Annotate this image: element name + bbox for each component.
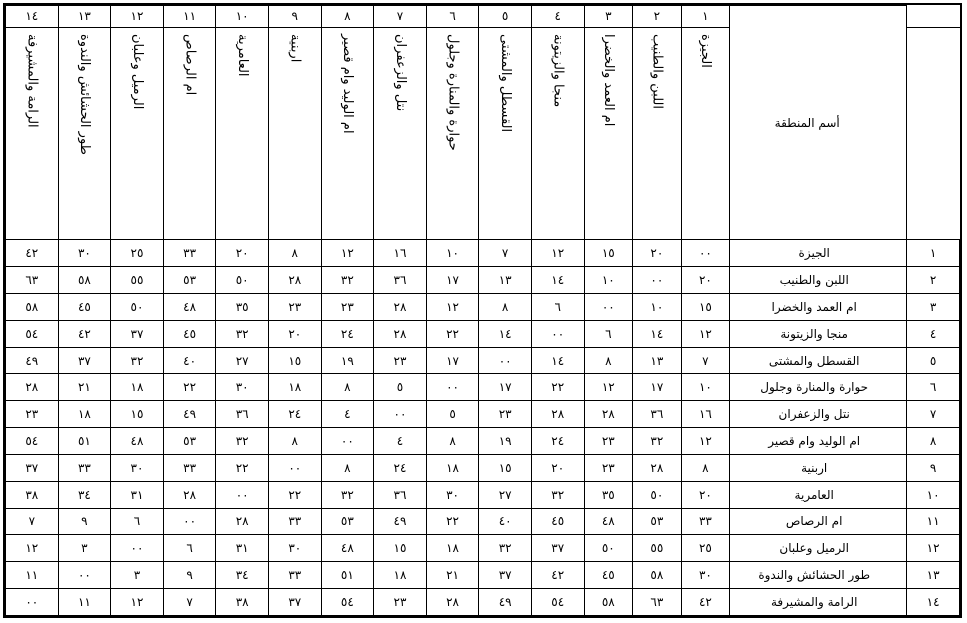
column-header-label: العامرية	[234, 33, 250, 77]
distance-cell: ٢٨	[633, 454, 682, 481]
distance-cell: ٥٤	[6, 320, 59, 347]
distance-cell: ٢٣	[268, 293, 321, 320]
distance-cell: ٢٧	[479, 481, 532, 508]
row-region-name: اللبن والطنيب	[730, 267, 907, 294]
distance-cell: ٢٠	[681, 267, 730, 294]
row-region-name: الرامة والمشيرفة	[730, 589, 907, 616]
distance-cell: ٣٣	[681, 508, 730, 535]
distance-cell: ٠٠	[374, 401, 427, 428]
column-header-label: ام الوليد وام قصير	[340, 33, 356, 134]
distance-cell: ٠٠	[216, 481, 269, 508]
distance-cell: ٣٤	[58, 481, 111, 508]
distance-cell: ٨	[268, 240, 321, 267]
column-header	[321, 27, 374, 240]
column-header-label: حوارة والمنارة وجلول	[445, 33, 461, 151]
table-frame	[3, 3, 962, 618]
distance-cell: ٤٨	[321, 535, 374, 562]
column-header-label: اللبن والطنيب	[649, 33, 665, 109]
distance-cell: ٥٨	[58, 267, 111, 294]
distance-cell: ٢٠	[268, 320, 321, 347]
distance-cell: ٦	[584, 320, 633, 347]
distance-cell: ٣٧	[479, 562, 532, 589]
column-number: ١٤	[6, 6, 59, 28]
column-number: ١٠	[216, 6, 269, 28]
distance-cell: ٣٠	[426, 481, 479, 508]
distance-cell: ٣٣	[163, 240, 216, 267]
distance-cell: ٠٠	[111, 535, 164, 562]
distance-cell: ١٢	[111, 589, 164, 616]
column-number: ١	[681, 6, 730, 28]
column-header	[479, 27, 532, 240]
column-number: ٢	[633, 6, 682, 28]
distance-cell: ٥٠	[633, 481, 682, 508]
distance-cell: ١٧	[426, 347, 479, 374]
distance-cell: ٢٣	[584, 428, 633, 455]
distance-cell: ٦	[111, 508, 164, 535]
row-number: ٨	[907, 428, 960, 455]
distance-cell: ٠٠	[58, 562, 111, 589]
distance-cell: ٥٤	[531, 589, 584, 616]
distance-cell: ٢٠	[681, 481, 730, 508]
distance-cell: ٠٠	[6, 589, 59, 616]
distance-cell: ٢١	[58, 374, 111, 401]
distance-cell: ٣٧	[268, 589, 321, 616]
distance-cell: ٤	[374, 428, 427, 455]
distance-cell: ٣٥	[216, 293, 269, 320]
distance-cell: ٢٨	[374, 293, 427, 320]
distance-cell: ٢٤	[374, 454, 427, 481]
distance-cell: ٣٦	[374, 267, 427, 294]
distance-cell: ١٥	[374, 535, 427, 562]
distance-cell: ٣٢	[216, 320, 269, 347]
distance-cell: ٨	[479, 293, 532, 320]
column-number: ٩	[268, 6, 321, 28]
distance-cell: ١٨	[58, 401, 111, 428]
distance-cell: ٣٨	[6, 481, 59, 508]
distance-cell: ١٥	[584, 240, 633, 267]
row-region-name: ام الوليد وام قصير	[730, 428, 907, 455]
distance-cell: ٢٨	[426, 589, 479, 616]
distance-cell: ٣٧	[531, 535, 584, 562]
column-number: ٤	[531, 6, 584, 28]
distance-cell: ٣٤	[216, 562, 269, 589]
column-header-label: ام العمد والخضرا	[601, 33, 617, 127]
distance-cell: ٣٣	[163, 454, 216, 481]
column-number: ٨	[321, 6, 374, 28]
column-header-label: اربنية	[287, 33, 303, 62]
distance-cell: ١٣	[479, 267, 532, 294]
column-header-label: الرميل وعلبان	[129, 33, 145, 110]
row-number: ٧	[907, 401, 960, 428]
table-row	[6, 535, 960, 562]
distance-cell: ٣٥	[584, 481, 633, 508]
distance-cell: ٢٨	[584, 401, 633, 428]
column-header-label: ام الرصاص	[182, 33, 198, 95]
distance-cell: ٥٣	[321, 508, 374, 535]
column-header	[374, 27, 427, 240]
row-region-name: ام العمد والخضرا	[730, 293, 907, 320]
distance-cell: ٢٠	[531, 454, 584, 481]
distance-cell: ٤٢	[6, 240, 59, 267]
distance-cell: ٨	[426, 428, 479, 455]
distance-cell: ٣	[58, 535, 111, 562]
table-row	[6, 320, 960, 347]
distance-cell: ٣٦	[374, 481, 427, 508]
distance-cell: ٣٧	[58, 347, 111, 374]
distance-cell: ٠٠	[584, 293, 633, 320]
row-number: ٤	[907, 320, 960, 347]
distance-cell: ٣	[111, 562, 164, 589]
distance-cell: ٣٢	[531, 481, 584, 508]
distance-cell: ٥٤	[321, 589, 374, 616]
column-number: ١١	[163, 6, 216, 28]
distance-cell: ٦٣	[633, 589, 682, 616]
distance-cell: ١٢	[6, 535, 59, 562]
distance-cell: ٣٧	[111, 320, 164, 347]
row-number: ٥	[907, 347, 960, 374]
table-row	[6, 454, 960, 481]
distance-matrix-table	[5, 5, 960, 616]
distance-cell: ٣٦	[633, 401, 682, 428]
distance-cell: ٥٣	[163, 428, 216, 455]
column-number: ١٣	[58, 6, 111, 28]
row-region-name: نتل والزعفران	[730, 401, 907, 428]
distance-cell: ٥١	[321, 562, 374, 589]
distance-cell: ١٤	[531, 267, 584, 294]
table-row	[6, 240, 960, 267]
distance-cell: ١٤	[479, 320, 532, 347]
distance-cell: ٤٠	[479, 508, 532, 535]
distance-cell: ٠٠	[268, 454, 321, 481]
distance-cell: ٤٩	[6, 347, 59, 374]
column-header-label: منجا والزيتونة	[550, 33, 566, 107]
row-number: ١	[907, 240, 960, 267]
row-region-name: الجيزة	[730, 240, 907, 267]
distance-cell: ١٥	[681, 293, 730, 320]
column-header	[216, 27, 269, 240]
distance-cell: ٢٤	[268, 401, 321, 428]
row-number: ١٤	[907, 589, 960, 616]
distance-cell: ٢٣	[479, 401, 532, 428]
distance-cell: ٤٥	[584, 562, 633, 589]
table-row	[6, 481, 960, 508]
column-number: ٥	[479, 6, 532, 28]
distance-cell: ٧	[479, 240, 532, 267]
distance-cell: ٦	[163, 535, 216, 562]
row-region-name: منجا والزيتونة	[730, 320, 907, 347]
column-header	[681, 27, 730, 240]
distance-cell: ٤٩	[479, 589, 532, 616]
row-number: ١١	[907, 508, 960, 535]
distance-cell: ٥٨	[584, 589, 633, 616]
row-number: ٩	[907, 454, 960, 481]
distance-cell: ٥٨	[6, 293, 59, 320]
distance-cell: ١٨	[374, 562, 427, 589]
table-row	[6, 562, 960, 589]
column-number: ٣	[584, 6, 633, 28]
distance-cell: ٢٤	[531, 428, 584, 455]
distance-cell: ٨	[584, 347, 633, 374]
distance-cell: ٢٨	[216, 508, 269, 535]
distance-cell: ٦	[531, 293, 584, 320]
row-region-name: القسطل والمشتى	[730, 347, 907, 374]
region-name-header: أسم المنطقة	[730, 6, 907, 240]
distance-cell: ٣٢	[479, 535, 532, 562]
distance-cell: ١٢	[321, 240, 374, 267]
distance-cell: ٣٢	[111, 347, 164, 374]
column-header-label: القسطل والمشتى	[497, 33, 513, 132]
distance-cell: ٠٠	[426, 374, 479, 401]
column-header-label: الجيزة	[698, 33, 714, 68]
distance-cell: ٩	[163, 562, 216, 589]
distance-cell: ٨	[268, 428, 321, 455]
distance-cell: ٤٩	[374, 508, 427, 535]
distance-cell: ٢٧	[216, 347, 269, 374]
column-header	[531, 27, 584, 240]
distance-cell: ٣٠	[268, 535, 321, 562]
distance-cell: ٤٥	[163, 320, 216, 347]
distance-cell: ١٥	[268, 347, 321, 374]
row-region-name: العامرية	[730, 481, 907, 508]
column-header	[58, 27, 111, 240]
distance-cell: ١١	[58, 589, 111, 616]
distance-cell: ٢٢	[426, 320, 479, 347]
distance-cell: ١٠	[633, 293, 682, 320]
distance-cell: ٥٣	[163, 267, 216, 294]
distance-cell: ٥٨	[633, 562, 682, 589]
column-header-label: الرامة والمشيرفة	[24, 33, 40, 128]
column-header	[584, 27, 633, 240]
column-number: ٦	[426, 6, 479, 28]
distance-cell: ٠٠	[163, 508, 216, 535]
distance-cell: ١٢	[531, 240, 584, 267]
distance-cell: ٥٣	[633, 508, 682, 535]
distance-cell: ٢٢	[216, 454, 269, 481]
distance-cell: ٢٢	[163, 374, 216, 401]
distance-cell: ٣٢	[321, 267, 374, 294]
distance-cell: ٢٨	[374, 320, 427, 347]
distance-cell: ٢٨	[268, 267, 321, 294]
distance-cell: ٣٣	[58, 454, 111, 481]
distance-cell: ١٢	[681, 428, 730, 455]
distance-cell: ٤٢	[681, 589, 730, 616]
distance-cell: ٣٢	[321, 481, 374, 508]
distance-cell: ٣٠	[58, 240, 111, 267]
column-header-label: نتل والزعفران	[392, 33, 408, 111]
distance-cell: ٢٤	[321, 320, 374, 347]
distance-cell: ١٧	[426, 267, 479, 294]
row-region-name: طور الحشائش والندوة	[730, 562, 907, 589]
row-number: ٦	[907, 374, 960, 401]
column-number: ٧	[374, 6, 427, 28]
distance-cell: ١٨	[268, 374, 321, 401]
distance-cell: ١٩	[479, 428, 532, 455]
distance-cell: ٥٤	[6, 428, 59, 455]
column-header	[426, 27, 479, 240]
distance-cell: ٣١	[216, 535, 269, 562]
distance-cell: ٣٠	[216, 374, 269, 401]
table-row	[6, 267, 960, 294]
table-row	[6, 293, 960, 320]
distance-cell: ٢٨	[163, 481, 216, 508]
distance-cell: ٧	[681, 347, 730, 374]
column-header	[163, 27, 216, 240]
distance-cell: ١٢	[584, 374, 633, 401]
row-region-name: الرميل وعلبان	[730, 535, 907, 562]
distance-cell: ٤٥	[531, 508, 584, 535]
distance-cell: ١٦	[681, 401, 730, 428]
distance-cell: ٨	[321, 374, 374, 401]
distance-cell: ٢٥	[111, 240, 164, 267]
distance-cell: ٥	[426, 401, 479, 428]
distance-cell: ٤٨	[163, 293, 216, 320]
distance-cell: ٨	[321, 454, 374, 481]
corner-cell	[907, 6, 960, 28]
distance-cell: ٢٥	[681, 535, 730, 562]
distance-cell: ٢٨	[531, 401, 584, 428]
distance-cell: ١٢	[426, 293, 479, 320]
distance-cell: ١٩	[321, 347, 374, 374]
corner-cell	[907, 27, 960, 240]
distance-cell: ٠٠	[321, 428, 374, 455]
column-header-label: طور الحشائش والندوة	[77, 33, 93, 155]
distance-cell: ٢٠	[633, 240, 682, 267]
distance-cell: ٢٣	[6, 401, 59, 428]
distance-cell: ٣٠	[111, 454, 164, 481]
distance-cell: ٠٠	[531, 320, 584, 347]
distance-cell: ٤٠	[163, 347, 216, 374]
distance-cell: ٤٨	[584, 508, 633, 535]
column-header	[111, 27, 164, 240]
distance-cell: ٥٠	[111, 293, 164, 320]
distance-cell: ١٢	[681, 320, 730, 347]
distance-cell: ٣١	[111, 481, 164, 508]
distance-cell: ٣٢	[216, 428, 269, 455]
row-number: ٢	[907, 267, 960, 294]
distance-cell: ١٦	[374, 240, 427, 267]
distance-cell: ٤٢	[58, 320, 111, 347]
distance-cell: ١٣	[633, 347, 682, 374]
distance-cell: ٢١	[426, 562, 479, 589]
distance-cell: ٤٢	[531, 562, 584, 589]
row-region-name: ام الرصاص	[730, 508, 907, 535]
table-row	[6, 374, 960, 401]
distance-cell: ٥	[374, 374, 427, 401]
distance-cell: ١٥	[111, 401, 164, 428]
row-number: ١٠	[907, 481, 960, 508]
distance-cell: ٢٢	[426, 508, 479, 535]
distance-cell: ١٠	[681, 374, 730, 401]
distance-cell: ٥٥	[633, 535, 682, 562]
distance-cell: ٤٩	[163, 401, 216, 428]
distance-cell: ٤٥	[58, 293, 111, 320]
row-region-name: اربنية	[730, 454, 907, 481]
distance-cell: ٥٠	[584, 535, 633, 562]
distance-cell: ٤٨	[111, 428, 164, 455]
distance-cell: ٥١	[58, 428, 111, 455]
distance-cell: ٩	[58, 508, 111, 535]
row-number: ١٢	[907, 535, 960, 562]
column-header	[6, 27, 59, 240]
distance-cell: ١٤	[531, 347, 584, 374]
row-region-name: حوارة والمنارة وجلول	[730, 374, 907, 401]
distance-cell: ٨	[681, 454, 730, 481]
distance-cell: ٠٠	[681, 240, 730, 267]
distance-cell: ٥٠	[216, 267, 269, 294]
distance-cell: ٣٧	[6, 454, 59, 481]
distance-cell: ٢٨	[6, 374, 59, 401]
distance-cell: ١٤	[633, 320, 682, 347]
distance-cell: ٢٣	[374, 347, 427, 374]
distance-cell: ١٠	[584, 267, 633, 294]
distance-cell: ٢٢	[531, 374, 584, 401]
row-number: ٣	[907, 293, 960, 320]
distance-cell: ٠٠	[479, 347, 532, 374]
table-row	[6, 508, 960, 535]
distance-cell: ٢٢	[268, 481, 321, 508]
distance-cell: ٠٠	[633, 267, 682, 294]
distance-cell: ٢٠	[216, 240, 269, 267]
distance-cell: ١٧	[479, 374, 532, 401]
distance-cell: ٣٣	[268, 562, 321, 589]
distance-cell: ٢٣	[374, 589, 427, 616]
distance-cell: ١٠	[426, 240, 479, 267]
distance-cell: ٣٨	[216, 589, 269, 616]
distance-cell: ٣٢	[633, 428, 682, 455]
distance-cell: ١٥	[479, 454, 532, 481]
column-number: ١٢	[111, 6, 164, 28]
column-number-row	[6, 6, 960, 28]
row-number: ١٣	[907, 562, 960, 589]
distance-cell: ٥٥	[111, 267, 164, 294]
distance-cell: ١٧	[633, 374, 682, 401]
table-row	[6, 347, 960, 374]
distance-cell: ١٨	[426, 535, 479, 562]
table-row	[6, 428, 960, 455]
distance-cell: ١٨	[426, 454, 479, 481]
column-header	[633, 27, 682, 240]
distance-cell: ٣٦	[216, 401, 269, 428]
distance-cell: ٧	[6, 508, 59, 535]
distance-cell: ٣٣	[268, 508, 321, 535]
distance-cell: ١١	[6, 562, 59, 589]
distance-cell: ٧	[163, 589, 216, 616]
distance-cell: ٢٣	[584, 454, 633, 481]
column-header	[268, 27, 321, 240]
distance-cell: ٤	[321, 401, 374, 428]
distance-cell: ٦٣	[6, 267, 59, 294]
distance-cell: ٢٣	[321, 293, 374, 320]
distance-cell: ١٨	[111, 374, 164, 401]
table-row	[6, 401, 960, 428]
table-row	[6, 589, 960, 616]
distance-cell: ٣٠	[681, 562, 730, 589]
